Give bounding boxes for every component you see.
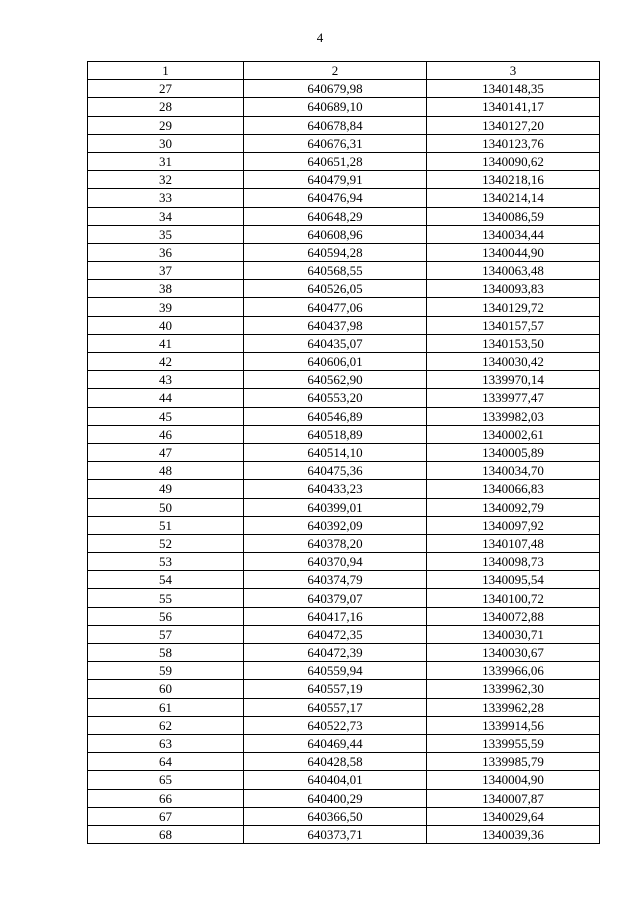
table-row: [88, 316, 600, 334]
x-coordinate-cell: 640378,20: [244, 534, 427, 552]
point-number-cell: 58: [88, 644, 244, 662]
y-coordinate-cell: 1340007,87: [427, 789, 600, 807]
table-row: [88, 389, 600, 407]
y-coordinate-cell: 1340086,59: [427, 207, 600, 225]
table-row: [88, 607, 600, 625]
point-number-cell: 65: [88, 771, 244, 789]
x-coordinate-cell: 640476,94: [244, 189, 427, 207]
y-coordinate-cell: 1340030,67: [427, 644, 600, 662]
x-coordinate-cell: 640608,96: [244, 225, 427, 243]
y-coordinate-cell: 1340157,57: [427, 316, 600, 334]
point-number-cell: 34: [88, 207, 244, 225]
coordinates-table: [87, 61, 600, 844]
x-coordinate-cell: 640514,10: [244, 443, 427, 461]
table-row: [88, 771, 600, 789]
point-number-cell: 45: [88, 407, 244, 425]
x-coordinate-cell: 640689,10: [244, 98, 427, 116]
y-coordinate-cell: 1339914,56: [427, 716, 600, 734]
y-coordinate-cell: 1339962,28: [427, 698, 600, 716]
table-row: [88, 152, 600, 170]
point-number-cell: 60: [88, 680, 244, 698]
column-header-2: 2: [244, 62, 427, 80]
point-number-cell: 32: [88, 171, 244, 189]
point-number-cell: 41: [88, 334, 244, 352]
y-coordinate-cell: 1340072,88: [427, 607, 600, 625]
y-coordinate-cell: 1339962,30: [427, 680, 600, 698]
x-coordinate-cell: 640374,79: [244, 571, 427, 589]
x-coordinate-cell: 640428,58: [244, 753, 427, 771]
table-row: [88, 425, 600, 443]
x-coordinate-cell: 640475,36: [244, 462, 427, 480]
y-coordinate-cell: 1340044,90: [427, 243, 600, 261]
table-row: [88, 516, 600, 534]
y-coordinate-cell: 1339985,79: [427, 753, 600, 771]
point-number-cell: 51: [88, 516, 244, 534]
point-number-cell: 56: [88, 607, 244, 625]
y-coordinate-cell: 1340107,48: [427, 534, 600, 552]
column-header-1: 1: [88, 62, 244, 80]
x-coordinate-cell: 640679,98: [244, 80, 427, 98]
point-number-cell: 35: [88, 225, 244, 243]
y-coordinate-cell: 1340097,92: [427, 516, 600, 534]
table-row: [88, 171, 600, 189]
table-row: [88, 589, 600, 607]
table-row: [88, 298, 600, 316]
point-number-cell: 49: [88, 480, 244, 498]
x-coordinate-cell: 640606,01: [244, 353, 427, 371]
table-row: [88, 98, 600, 116]
table-row: [88, 680, 600, 698]
table-row: [88, 189, 600, 207]
y-coordinate-cell: 1339982,03: [427, 407, 600, 425]
point-number-cell: 66: [88, 789, 244, 807]
point-number-cell: 64: [88, 753, 244, 771]
point-number-cell: 68: [88, 825, 244, 843]
table-row: [88, 662, 600, 680]
table-row: [88, 371, 600, 389]
header-row: [88, 62, 600, 80]
table-row: [88, 116, 600, 134]
point-number-cell: 53: [88, 553, 244, 571]
point-number-cell: 44: [88, 389, 244, 407]
point-number-cell: 54: [88, 571, 244, 589]
point-number-cell: 33: [88, 189, 244, 207]
point-number-cell: 67: [88, 807, 244, 825]
point-number-cell: 61: [88, 698, 244, 716]
table-row: [88, 134, 600, 152]
point-number-cell: 27: [88, 80, 244, 98]
point-number-cell: 52: [88, 534, 244, 552]
x-coordinate-cell: 640472,39: [244, 644, 427, 662]
x-coordinate-cell: 640373,71: [244, 825, 427, 843]
x-coordinate-cell: 640472,35: [244, 625, 427, 643]
point-number-cell: 28: [88, 98, 244, 116]
point-number-cell: 43: [88, 371, 244, 389]
column-header-3: 3: [427, 62, 600, 80]
y-coordinate-cell: 1340004,90: [427, 771, 600, 789]
y-coordinate-cell: 1339966,06: [427, 662, 600, 680]
y-coordinate-cell: 1339970,14: [427, 371, 600, 389]
x-coordinate-cell: 640392,09: [244, 516, 427, 534]
y-coordinate-cell: 1340093,83: [427, 280, 600, 298]
y-coordinate-cell: 1340214,14: [427, 189, 600, 207]
x-coordinate-cell: 640678,84: [244, 116, 427, 134]
x-coordinate-cell: 640676,31: [244, 134, 427, 152]
y-coordinate-cell: 1340127,20: [427, 116, 600, 134]
point-number-cell: 47: [88, 443, 244, 461]
y-coordinate-cell: 1340095,54: [427, 571, 600, 589]
table-row: [88, 262, 600, 280]
y-coordinate-cell: 1340063,48: [427, 262, 600, 280]
x-coordinate-cell: 640366,50: [244, 807, 427, 825]
point-number-cell: 37: [88, 262, 244, 280]
y-coordinate-cell: 1340030,42: [427, 353, 600, 371]
table-row: [88, 280, 600, 298]
y-coordinate-cell: 1340002,61: [427, 425, 600, 443]
x-coordinate-cell: 640518,89: [244, 425, 427, 443]
table-row: [88, 571, 600, 589]
y-coordinate-cell: 1340218,16: [427, 171, 600, 189]
x-coordinate-cell: 640568,55: [244, 262, 427, 280]
table-row: [88, 498, 600, 516]
table-row: [88, 789, 600, 807]
x-coordinate-cell: 640522,73: [244, 716, 427, 734]
x-coordinate-cell: 640557,19: [244, 680, 427, 698]
point-number-cell: 46: [88, 425, 244, 443]
y-coordinate-cell: 1340066,83: [427, 480, 600, 498]
table-row: [88, 753, 600, 771]
x-coordinate-cell: 640417,16: [244, 607, 427, 625]
y-coordinate-cell: 1340141,17: [427, 98, 600, 116]
point-number-cell: 29: [88, 116, 244, 134]
point-number-cell: 36: [88, 243, 244, 261]
x-coordinate-cell: 640399,01: [244, 498, 427, 516]
x-coordinate-cell: 640469,44: [244, 734, 427, 752]
y-coordinate-cell: 1340029,64: [427, 807, 600, 825]
table-row: [88, 534, 600, 552]
y-coordinate-cell: 1339955,59: [427, 734, 600, 752]
point-number-cell: 39: [88, 298, 244, 316]
point-number-cell: 50: [88, 498, 244, 516]
x-coordinate-cell: 640559,94: [244, 662, 427, 680]
table-row: [88, 625, 600, 643]
x-coordinate-cell: 640433,23: [244, 480, 427, 498]
table-row: [88, 734, 600, 752]
y-coordinate-cell: 1340092,79: [427, 498, 600, 516]
table-row: [88, 80, 600, 98]
point-number-cell: 57: [88, 625, 244, 643]
table-row: [88, 443, 600, 461]
point-number-cell: 62: [88, 716, 244, 734]
x-coordinate-cell: 640400,29: [244, 789, 427, 807]
x-coordinate-cell: 640370,94: [244, 553, 427, 571]
x-coordinate-cell: 640404,01: [244, 771, 427, 789]
table-row: [88, 644, 600, 662]
point-number-cell: 42: [88, 353, 244, 371]
x-coordinate-cell: 640479,91: [244, 171, 427, 189]
table-row: [88, 334, 600, 352]
point-number-cell: 38: [88, 280, 244, 298]
y-coordinate-cell: 1340153,50: [427, 334, 600, 352]
y-coordinate-cell: 1340039,36: [427, 825, 600, 843]
x-coordinate-cell: 640594,28: [244, 243, 427, 261]
table-body: [88, 80, 600, 844]
point-number-cell: 30: [88, 134, 244, 152]
y-coordinate-cell: 1339977,47: [427, 389, 600, 407]
y-coordinate-cell: 1340034,70: [427, 462, 600, 480]
y-coordinate-cell: 1340030,71: [427, 625, 600, 643]
x-coordinate-cell: 640477,06: [244, 298, 427, 316]
x-coordinate-cell: 640562,90: [244, 371, 427, 389]
table-row: [88, 698, 600, 716]
table-row: [88, 407, 600, 425]
table-header: [88, 62, 600, 80]
y-coordinate-cell: 1340129,72: [427, 298, 600, 316]
y-coordinate-cell: 1340005,89: [427, 443, 600, 461]
x-coordinate-cell: 640553,20: [244, 389, 427, 407]
x-coordinate-cell: 640546,89: [244, 407, 427, 425]
x-coordinate-cell: 640379,07: [244, 589, 427, 607]
x-coordinate-cell: 640437,98: [244, 316, 427, 334]
x-coordinate-cell: 640557,17: [244, 698, 427, 716]
point-number-cell: 48: [88, 462, 244, 480]
table-row: [88, 716, 600, 734]
point-number-cell: 31: [88, 152, 244, 170]
table-row: [88, 553, 600, 571]
point-number-cell: 40: [88, 316, 244, 334]
page-number: 4: [316, 30, 324, 45]
x-coordinate-cell: 640648,29: [244, 207, 427, 225]
point-number-cell: 55: [88, 589, 244, 607]
y-coordinate-cell: 1340098,73: [427, 553, 600, 571]
y-coordinate-cell: 1340034,44: [427, 225, 600, 243]
table-row: [88, 207, 600, 225]
y-coordinate-cell: 1340123,76: [427, 134, 600, 152]
table-row: [88, 825, 600, 843]
table-row: [88, 353, 600, 371]
x-coordinate-cell: 640526,05: [244, 280, 427, 298]
point-number-cell: 63: [88, 734, 244, 752]
x-coordinate-cell: 640435,07: [244, 334, 427, 352]
point-number-cell: 59: [88, 662, 244, 680]
table-row: [88, 225, 600, 243]
table-row: [88, 480, 600, 498]
y-coordinate-cell: 1340148,35: [427, 80, 600, 98]
y-coordinate-cell: 1340100,72: [427, 589, 600, 607]
x-coordinate-cell: 640651,28: [244, 152, 427, 170]
y-coordinate-cell: 1340090,62: [427, 152, 600, 170]
table-row: [88, 462, 600, 480]
table-row: [88, 807, 600, 825]
table-row: [88, 243, 600, 261]
